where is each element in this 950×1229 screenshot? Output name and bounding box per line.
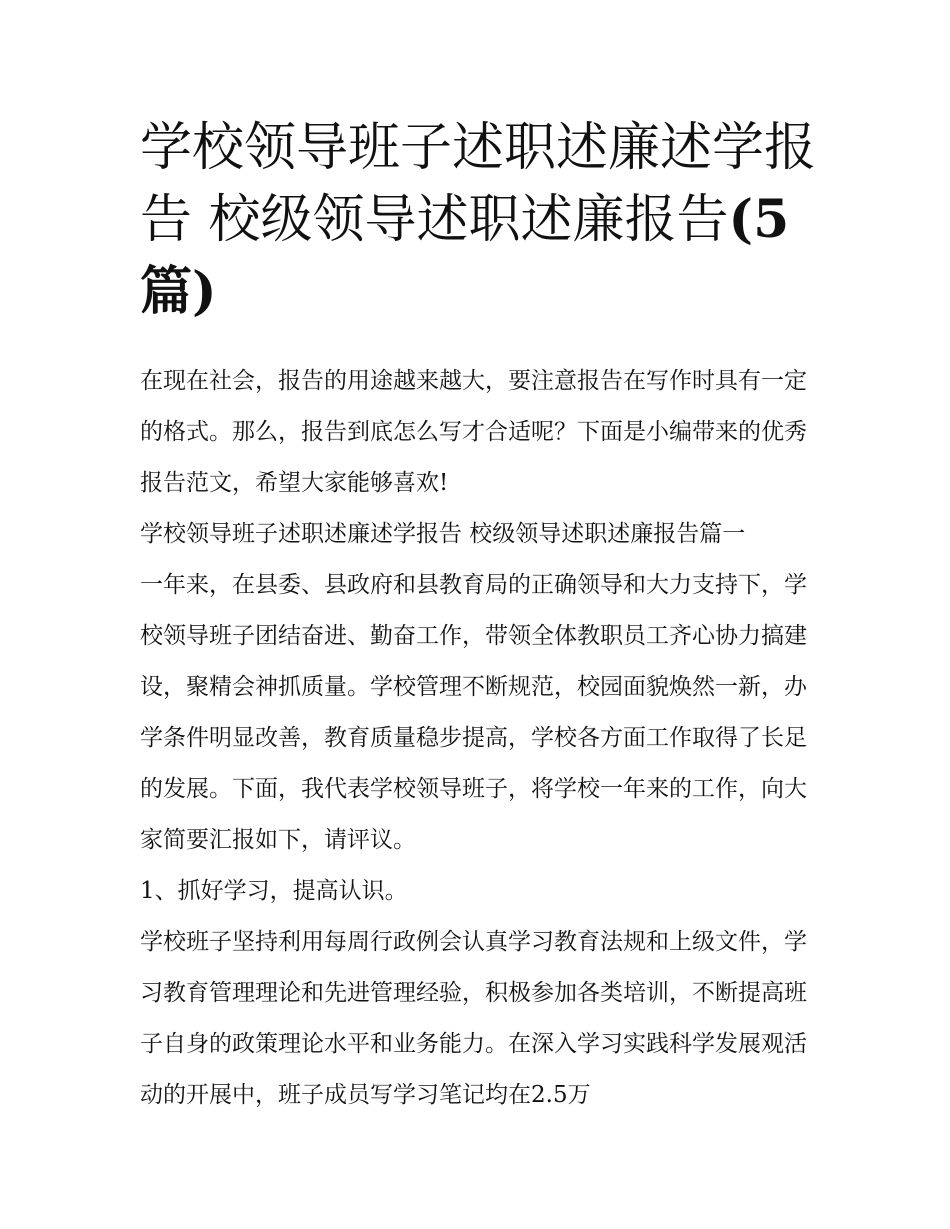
body-paragraph: 一年来，在县委、县政府和县教育局的正确领导和大力支持下，学校领导班子团结奋进、勤奋工作，带领全体教职员工齐心协力搞建设，聚精会神抓质量。学校管理不断规范，校园面貌焕然一新，办学条件明显改善，教育质量稳步提高，学校各方面工作取得了长足的发展。下面，我代表学校领导班子，将学校一年来的工作，向大家简要汇报如下，请评议。 (140, 572, 807, 853)
title-count-text: (5篇) (140, 189, 790, 322)
numbered-item-heading: 1、抓好学习，提高认识。 (140, 878, 408, 904)
title-main-text: 学校领导班子述职述廉述学报告 校级领导述职述廉报告 (140, 118, 817, 250)
intro-paragraph: 在现在社会，报告的用途越来越大，要注意报告在写作时具有一定的格式。那么，报告到底怎么写才合适呢？下面是小编带来的优秀报告范文，希望大家能够喜欢! (140, 368, 807, 496)
document-body (140, 356, 820, 1121)
document-title (140, 112, 820, 328)
body-paragraph: 学校班子坚持利用每周行政例会认真学习教育法规和上级文件，学习教育管理理论和先进管理经验，积极参加各类培训，不断提高班子自身的政策理论水平和业务能力。在深入学习实践科学发展观活动的开展中，班子成员写学习笔记均在2.5万 (140, 929, 807, 1108)
section-heading: 学校领导班子述职述廉述学报告 校级领导述职述廉报告篇一 (140, 521, 746, 547)
